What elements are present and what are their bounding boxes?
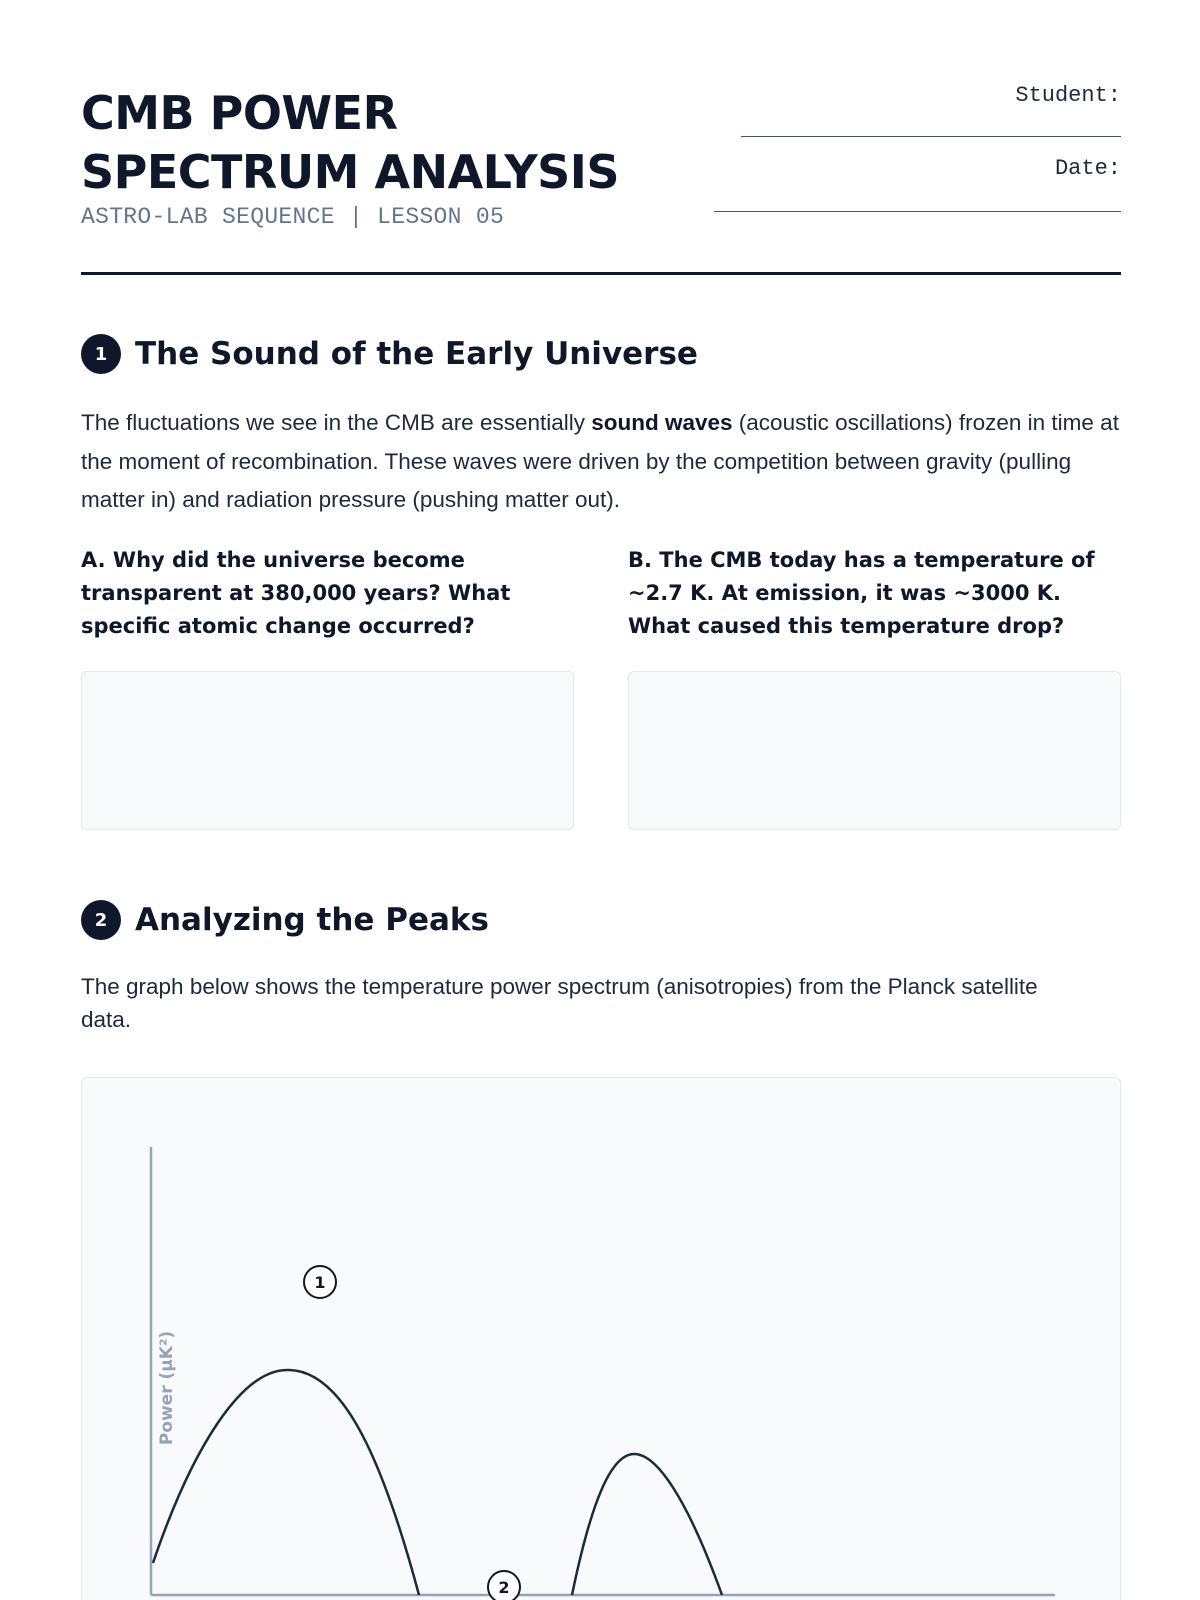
power-spectrum-chart bbox=[82, 1078, 1121, 1600]
section-2-intro: The graph below shows the temperature power spectrum (anisotropies) from the Planck satellite data. bbox=[81, 974, 1038, 1032]
power-spectrum-chart-panel bbox=[81, 1077, 1121, 1600]
section-2-header bbox=[81, 900, 489, 940]
section-1-number-badge: 1 bbox=[81, 334, 121, 374]
section-2-number-badge: 2 bbox=[81, 900, 121, 940]
student-label: Student: bbox=[1015, 83, 1121, 108]
date-line[interactable] bbox=[714, 211, 1121, 212]
title-line-2: SPECTRUM ANALYSIS bbox=[81, 145, 619, 199]
section-2-title: Analyzing the Peaks bbox=[135, 902, 489, 938]
date-label: Date: bbox=[1054, 156, 1121, 181]
worksheet-page bbox=[81, 0, 1121, 1600]
section-1-title: The Sound of the Early Universe bbox=[135, 336, 698, 372]
student-name-line[interactable] bbox=[741, 136, 1121, 137]
peak-marker-1-label: 1 bbox=[314, 1273, 326, 1292]
question-a: A. Why did the universe become transparent at 380,000 years? What specific atomic change occurred? bbox=[81, 548, 511, 638]
answer-box-b[interactable] bbox=[628, 671, 1121, 830]
page-title bbox=[81, 84, 721, 202]
intro-text-end: (acoustic oscillations) frozen in time at the moment of recombination. These waves were driven by the competition between gravity (pulling matter in) and radiation pressure (pushing matter out). bbox=[81, 410, 1119, 512]
worksheet-header bbox=[81, 80, 1121, 280]
peak-marker-1 bbox=[304, 1266, 336, 1298]
section-1-intro bbox=[81, 404, 1121, 520]
title-line-1: CMB POWER bbox=[81, 86, 398, 140]
lesson-subtitle: ASTRO-LAB SEQUENCE | LESSON 05 bbox=[81, 204, 505, 230]
peak-marker-2 bbox=[488, 1571, 520, 1600]
answer-box-a[interactable] bbox=[81, 671, 574, 830]
intro-text-start: The fluctuations we see in the CMB are essentially bbox=[81, 410, 592, 435]
spectrum-curve-second-peak bbox=[572, 1454, 722, 1595]
spectrum-curve-first-peak bbox=[153, 1370, 419, 1595]
question-b: B. The CMB today has a temperature of ~2.7 K. At emission, it was ~3000 K. What caused this temperature drop? bbox=[628, 548, 1095, 638]
peak-marker-2-label: 2 bbox=[498, 1578, 510, 1597]
header-divider bbox=[81, 272, 1121, 275]
intro-bold-term: sound waves bbox=[591, 410, 733, 435]
y-axis-label: Power (μK²) bbox=[157, 1330, 177, 1446]
section-1-header bbox=[81, 334, 698, 374]
